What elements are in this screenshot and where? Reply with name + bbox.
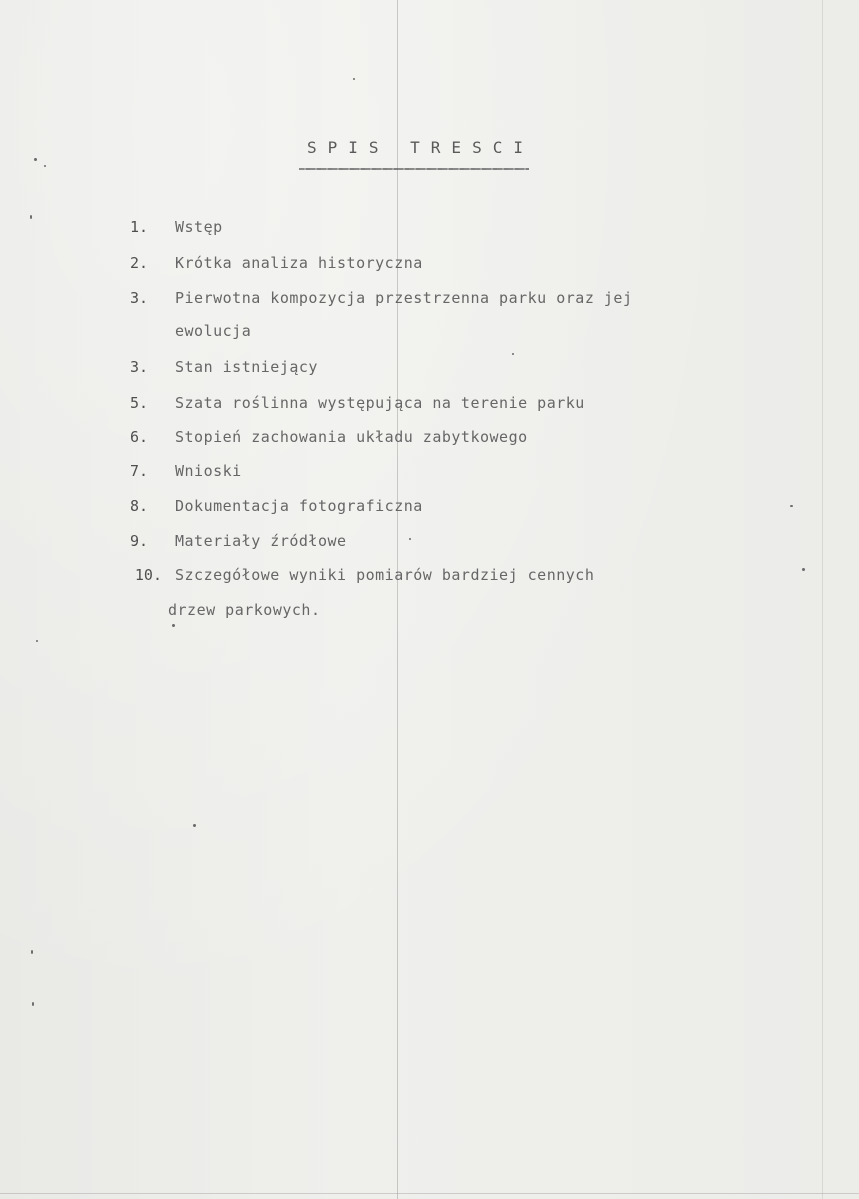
paper-speck (32, 1002, 34, 1006)
toc-item-text: Krótka analiza historyczna (175, 254, 423, 272)
toc-item-text: Szata roślinna występująca na terenie parku (175, 394, 585, 412)
toc-item-text: Stan istniejący (175, 358, 318, 376)
paper-speck (409, 538, 411, 540)
paper-speck (31, 950, 33, 954)
toc-item-text: Pierwotna kompozycja przestrzenna parku oraz jej (175, 289, 633, 307)
toc-item-number: 9. (129, 532, 148, 550)
toc-item-number: 6. (129, 428, 148, 446)
toc-item-text: Wstęp (175, 218, 223, 236)
paper-speck (790, 505, 793, 507)
paper-speck (193, 824, 196, 827)
paper-speck (36, 640, 38, 642)
toc-item-continuation: drzew parkowych. (168, 601, 321, 619)
paper-speck (30, 215, 32, 219)
title-underline (299, 168, 529, 170)
toc-item-number: 5. (129, 394, 148, 412)
toc-item-number: 1. (129, 218, 148, 236)
page-edge-bottom (0, 1193, 859, 1194)
toc-item-text: Materiały źródłowe (175, 532, 347, 550)
paper-speck (34, 158, 37, 161)
paper-speck (512, 353, 514, 355)
toc-item-number: 7. (129, 462, 148, 480)
paper-speck (172, 624, 175, 627)
fold-line (397, 0, 398, 1199)
toc-item-number: 10. (134, 566, 162, 584)
paper-speck (353, 78, 355, 80)
toc-item-text: Dokumentacja fotograficzna (175, 497, 423, 515)
toc-item-number: 8. (129, 497, 148, 515)
toc-item-number: 3. (129, 358, 148, 376)
page-edge-right (822, 0, 823, 1199)
toc-item-number: 3. (129, 289, 148, 307)
document-title: SPIS TRESCI (307, 138, 534, 157)
paper-speck (44, 165, 46, 167)
toc-item-text: Szczegółowe wyniki pomiarów bardziej cennych (175, 566, 595, 584)
toc-item-text: Stopień zachowania układu zabytkowego (175, 428, 528, 446)
toc-item-text: Wnioski (175, 462, 242, 480)
paper-speck (802, 568, 805, 571)
toc-item-number: 2. (129, 254, 148, 272)
toc-item-continuation: ewolucja (175, 322, 252, 340)
